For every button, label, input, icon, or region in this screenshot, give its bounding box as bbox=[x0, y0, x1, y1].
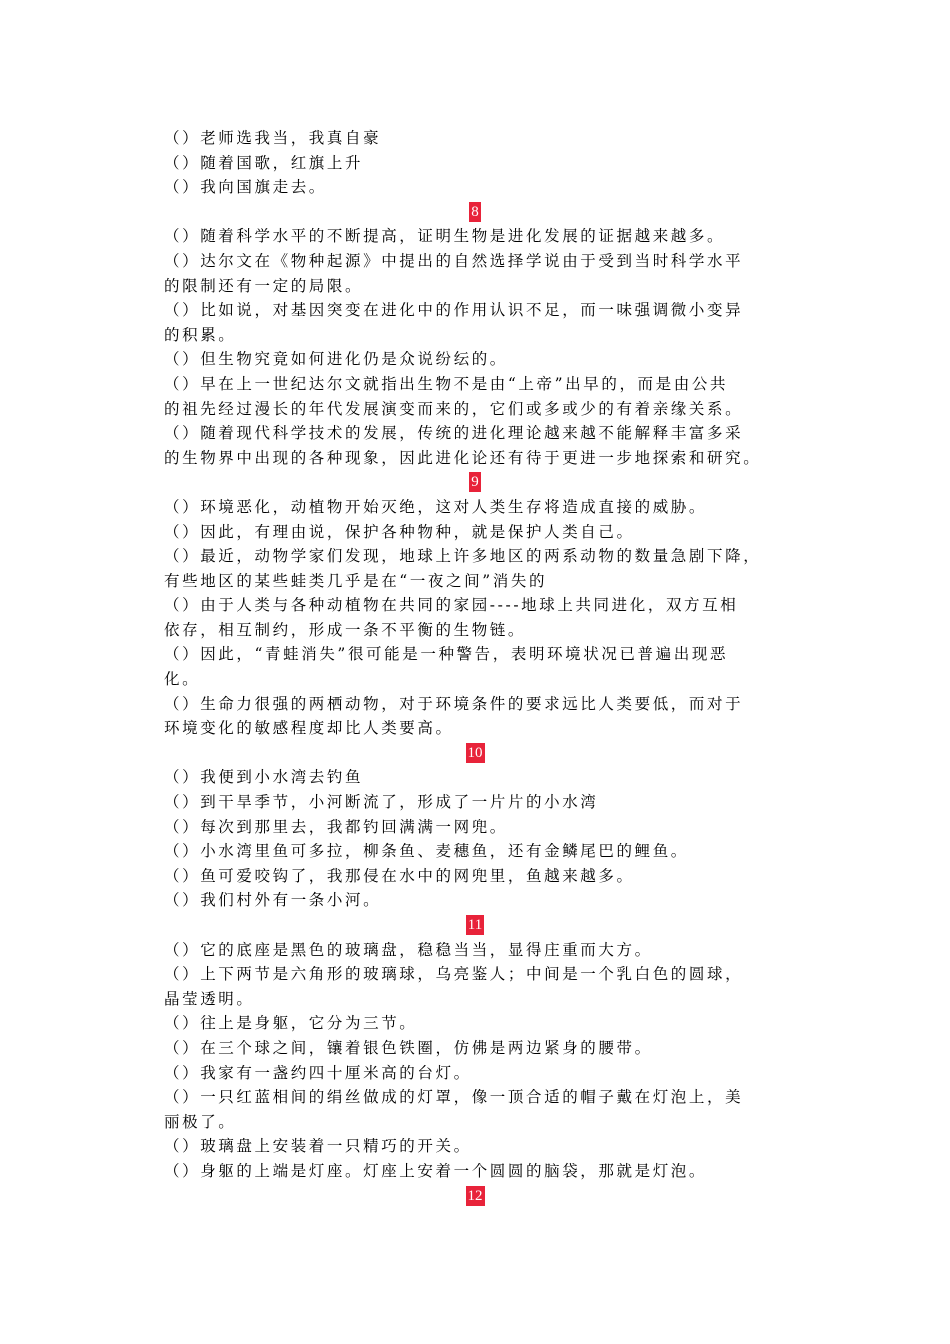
sentence-line: （）一只红蓝相间的绢丝做成的灯罩，像一顶合适的帽子戴在灯泡上，美 bbox=[164, 1088, 744, 1107]
sentence-line: （）上下两节是六角形的玻璃球，乌亮鉴人；中间是一个乳白色的圆球， bbox=[164, 965, 744, 984]
ordering-sentence-item bbox=[164, 495, 786, 520]
sentence-line: 依存，相互制约，形成一条不平衡的生物链。 bbox=[164, 620, 527, 639]
sentence-line: 化。 bbox=[164, 670, 201, 689]
section-number-row bbox=[164, 741, 786, 766]
sentence-line: 环境变化的敏感程度却比人类要高。 bbox=[164, 719, 454, 738]
section-number-row bbox=[164, 1184, 786, 1209]
section-number-badge: 11 bbox=[467, 917, 483, 933]
sentence-line: （）鱼可爱咬钩了，我那侵在水中的网兜里，鱼越来越多。 bbox=[164, 866, 635, 885]
ordering-sentence-item bbox=[164, 888, 786, 913]
sentence-line: 的限制还有一定的局限。 bbox=[164, 276, 364, 295]
sentence-line: 有些地区的某些蛙类几乎是在“一夜之间”消失的 bbox=[164, 571, 548, 590]
sentence-line: （）随着国歌，红旗上升 bbox=[164, 153, 364, 172]
sentence-line: （）往上是身躯，它分为三节。 bbox=[164, 1014, 418, 1033]
ordering-sentence-item bbox=[164, 224, 786, 249]
ordering-sentence-item bbox=[164, 790, 786, 815]
sentence-line: （）由于人类与各种动植物在共同的家园----地球上共同进化，双方互相 bbox=[164, 596, 739, 615]
sentence-line: 的积累。 bbox=[164, 325, 237, 344]
section-number-row bbox=[164, 200, 786, 225]
section-number-badge: 12 bbox=[467, 1187, 483, 1204]
ordering-sentence-item bbox=[164, 347, 786, 372]
sentence-line: 晶莹透明。 bbox=[164, 989, 255, 1008]
sentence-line: （）随着现代科学技术的发展，传统的进化理论越来越不能解释丰富多采 bbox=[164, 424, 744, 443]
sentence-line: （）玻璃盘上安装着一只精巧的开关。 bbox=[164, 1137, 472, 1156]
ordering-sentence-item bbox=[164, 839, 786, 864]
sentence-line: （）随着科学水平的不断提高，证明生物是进化发展的证据越来越多。 bbox=[164, 227, 726, 246]
ordering-sentence-item bbox=[164, 1159, 786, 1184]
sentence-line: （）老师选我当，我真自豪 bbox=[164, 129, 382, 147]
sentence-line: （）生命力很强的两栖动物，对于环境条件的要求远比人类要低，而对于 bbox=[164, 694, 744, 713]
sentence-line: （）我们村外有一条小河。 bbox=[164, 891, 382, 910]
sentence-line: （）我便到小水湾去钓鱼 bbox=[164, 768, 364, 787]
section-number-badge: 9 bbox=[471, 474, 479, 491]
sentence-line: （）达尔文在《物种起源》中提出的自然选择学说由于受到当时科学水平 bbox=[164, 251, 744, 270]
ordering-sentence-item bbox=[164, 815, 786, 840]
sentence-line: （）早在上一世纪达尔文就指出生物不是由“上帝”出早的，而是由公共 bbox=[164, 374, 729, 393]
ordering-sentence-item bbox=[164, 864, 786, 889]
sentence-line: （）我家有一盏约四十厘米高的台灯。 bbox=[164, 1063, 472, 1082]
ordering-sentence-item bbox=[164, 175, 786, 200]
ordering-sentence-item bbox=[164, 544, 786, 593]
ordering-sentence-item bbox=[164, 1036, 786, 1061]
ordering-sentence-item bbox=[164, 421, 786, 470]
section-number-badge: 8 bbox=[471, 203, 479, 220]
document-page bbox=[164, 126, 786, 1208]
ordering-sentence-item bbox=[164, 249, 786, 298]
sentence-line: （）比如说，对基因突变在进化中的作用认识不足，而一味强调微小变异 bbox=[164, 301, 744, 320]
sentence-line: （）因此，有理由说，保护各种物种，就是保护人类自己。 bbox=[164, 522, 635, 541]
sentence-line: （）到干旱季节，小河断流了，形成了一片片的小水湾 bbox=[164, 793, 599, 812]
sentence-line: （）我向国旗走去。 bbox=[164, 178, 327, 197]
sentence-line: （）每次到那里去，我都钓回满满一网兜。 bbox=[164, 817, 508, 836]
section-number-badge: 10 bbox=[467, 744, 483, 761]
ordering-sentence-item bbox=[164, 1011, 786, 1036]
ordering-sentence-item bbox=[164, 298, 786, 347]
section-number-row bbox=[164, 470, 786, 495]
ordering-sentence-item bbox=[164, 1134, 786, 1159]
ordering-sentence-item bbox=[164, 1061, 786, 1086]
sentence-line: （）在三个球之间，镶着银色铁圈，仿佛是两边紧身的腰带。 bbox=[164, 1038, 653, 1057]
sentence-line: （）小水湾里鱼可多拉，柳条鱼、麦穗鱼，还有金鳞尾巴的鲤鱼。 bbox=[164, 842, 689, 861]
ordering-sentence-item bbox=[164, 938, 786, 963]
sentence-line: （）最近，动物学家们发现，地球上许多地区的两系动物的数量急剧下降， bbox=[164, 547, 762, 566]
sentence-line: （）身躯的上端是灯座。灯座上安着一个圆圆的脑袋，那就是灯泡。 bbox=[164, 1161, 708, 1180]
ordering-sentence-item bbox=[164, 642, 786, 691]
ordering-sentence-item bbox=[164, 151, 786, 176]
sentence-line: 的生物界中出现的各种现象，因此进化论还有待于更进一步地探索和研究。 bbox=[164, 448, 762, 467]
ordering-sentence-item bbox=[164, 520, 786, 545]
ordering-sentence-item bbox=[164, 1085, 786, 1134]
sentence-line: （）它的底座是黑色的玻璃盘，稳稳当当，显得庄重而大方。 bbox=[164, 940, 653, 959]
ordering-sentence-item bbox=[164, 593, 786, 642]
section-number-row bbox=[164, 913, 786, 938]
sentence-line: （）但生物究竟如何进化仍是众说纷纭的。 bbox=[164, 350, 508, 369]
sentence-line: 丽极了。 bbox=[164, 1112, 237, 1131]
ordering-sentence-item bbox=[164, 692, 786, 741]
sentence-line: （）因此，“青蛙消失”很可能是一种警告，表明环境状况已普遍出现恶 bbox=[164, 645, 729, 664]
sentence-line: （）环境恶化，动植物开始灭绝，这对人类生存将造成直接的威胁。 bbox=[164, 497, 708, 516]
ordering-sentence-item bbox=[164, 126, 786, 151]
ordering-sentence-item bbox=[164, 765, 786, 790]
ordering-sentence-item bbox=[164, 372, 786, 421]
sentence-line: 的祖先经过漫长的年代发展演变而来的，它们或多或少的有着亲缘关系。 bbox=[164, 399, 744, 418]
ordering-sentence-item bbox=[164, 962, 786, 1011]
